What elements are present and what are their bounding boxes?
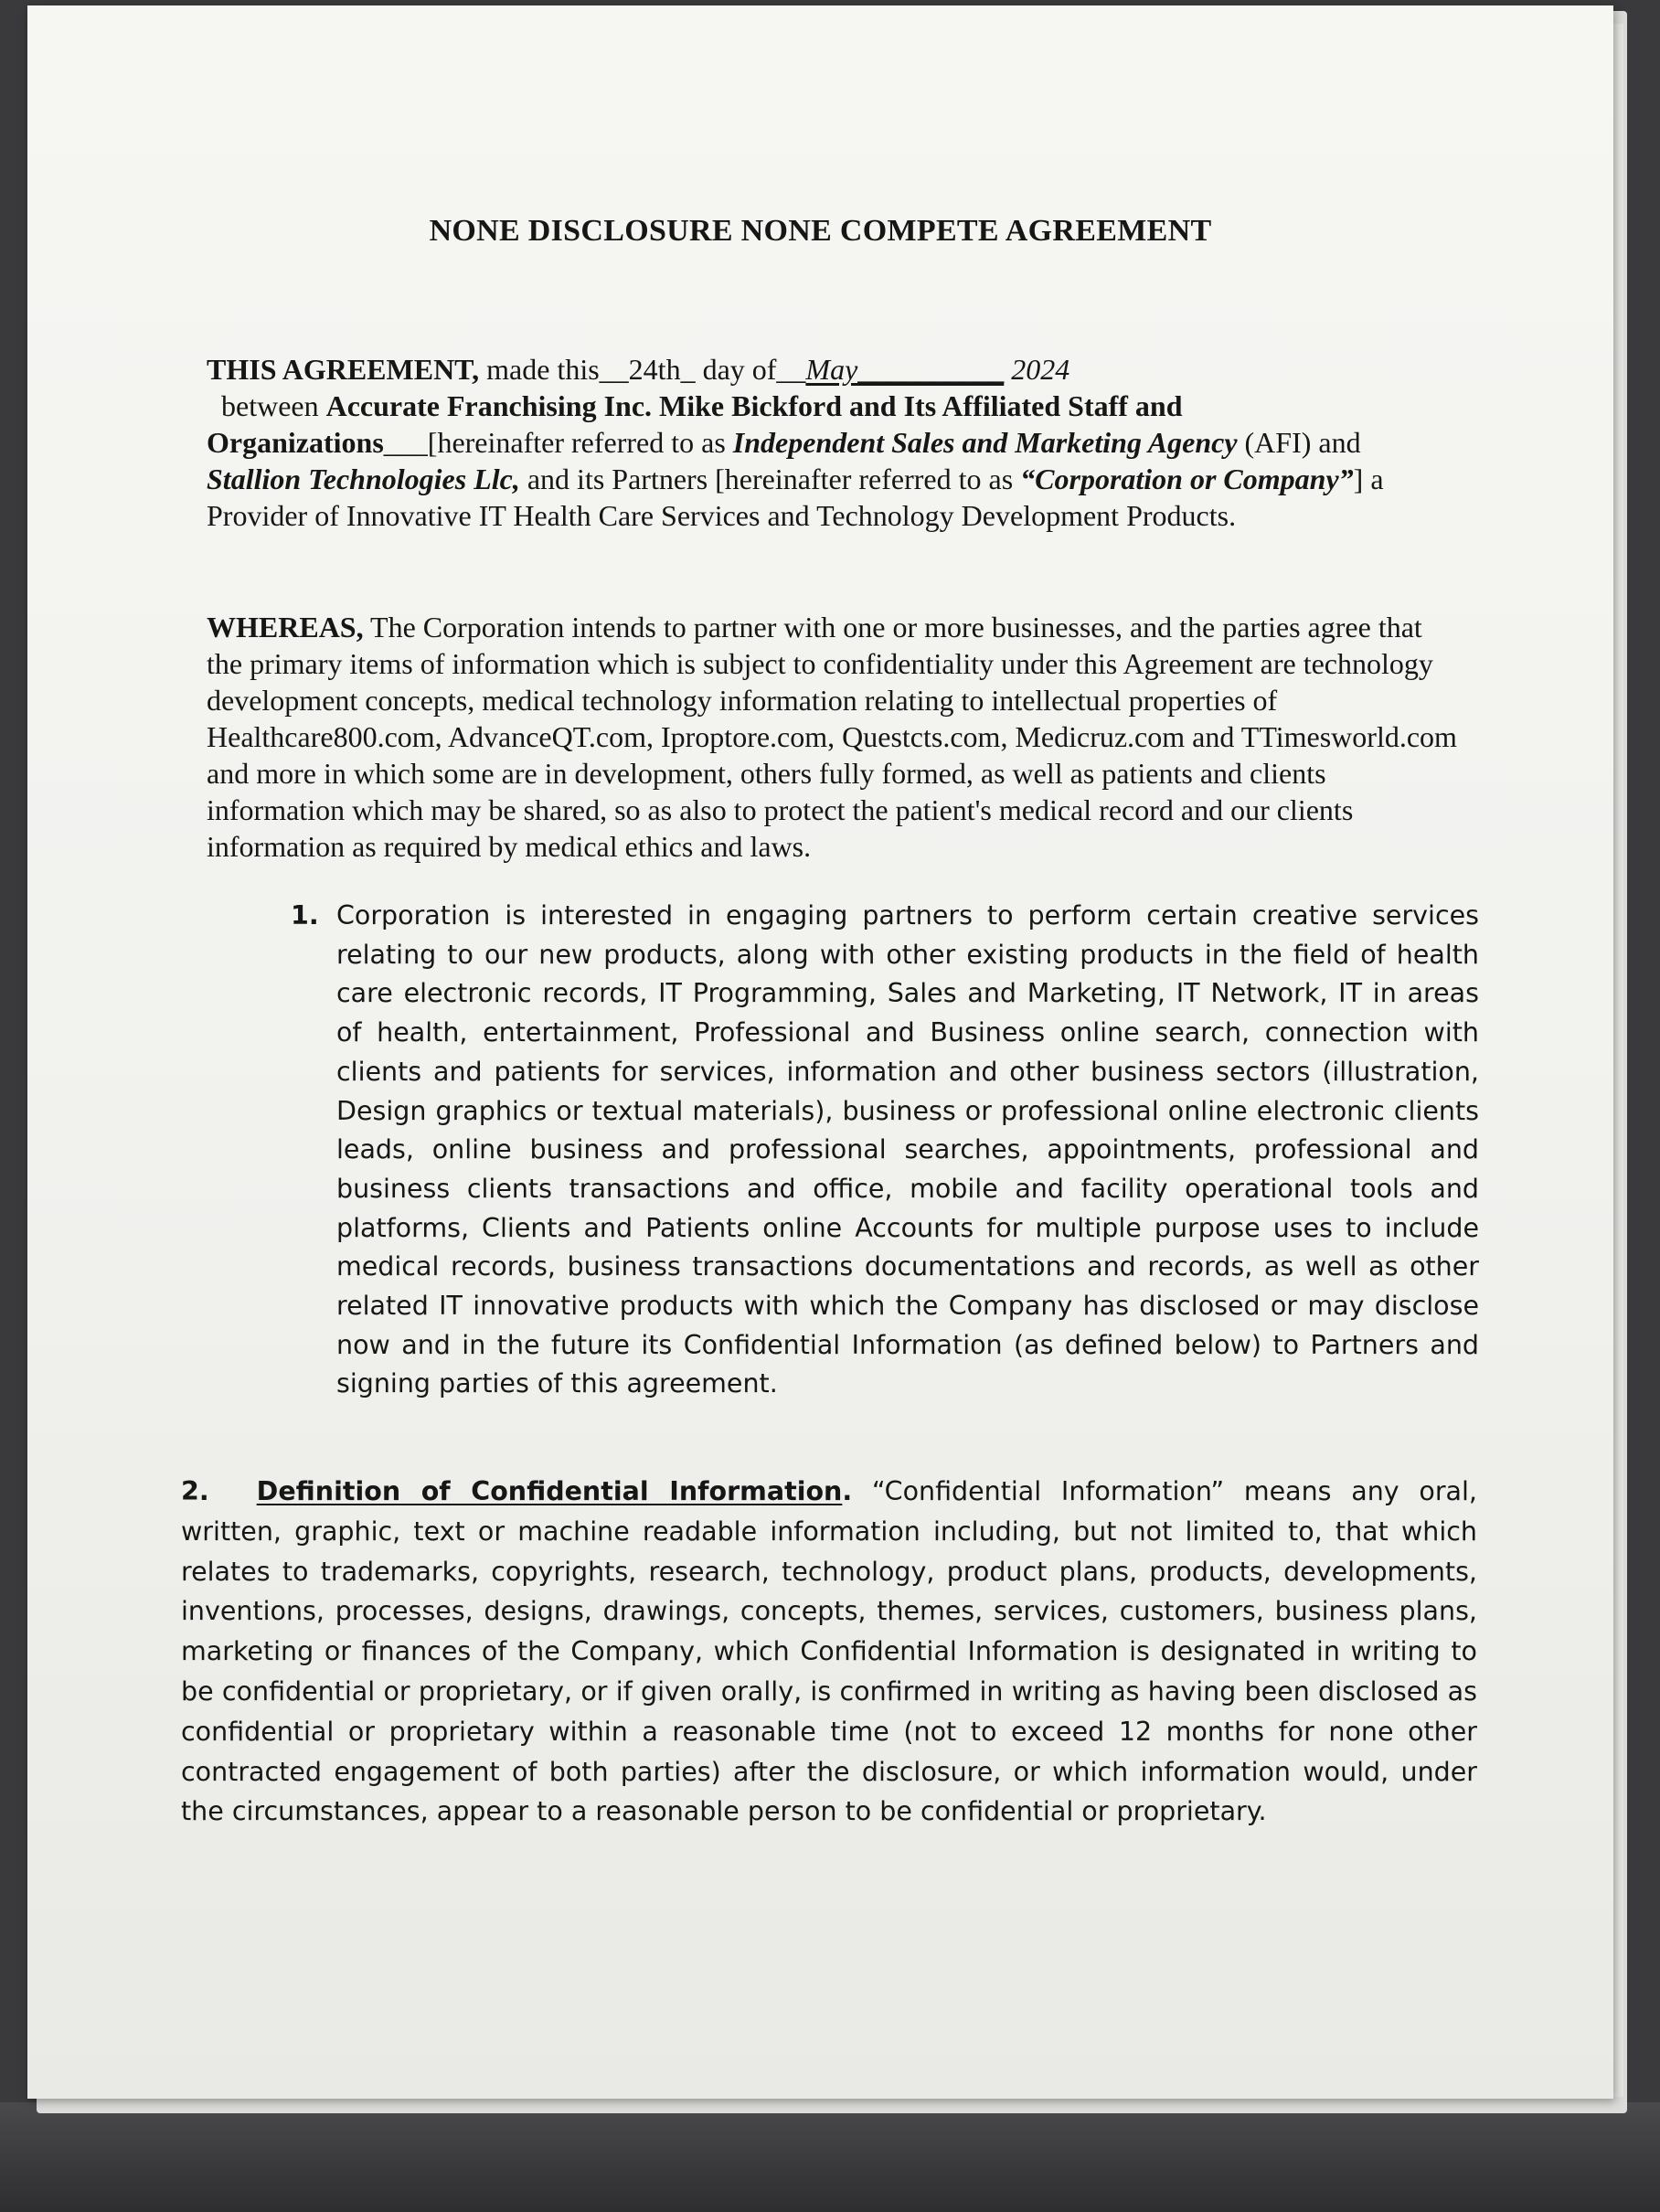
whereas-text: The Corporation intends to partner with one or more businesses, and the parties agree that the primary items of information which is subject to confidentiality under this Agreement are technology development concepts, medical technology information relating to intellectual properties of Healthcare800.com, AdvanceQT.com, Iproptore.com, Questcts.com, Medicruz.com and TTimesworld.com and more in which some are in development, others fully formed, as well as patients and clients information which may be shared, so as also to protect the patient's medical record and our clients information as required by medical ethics and laws. bbox=[207, 611, 1457, 863]
intro-made-this: made this__ bbox=[479, 353, 629, 386]
intro-year: 2024 bbox=[1004, 353, 1070, 386]
intro-party2: Stallion Technologies Llc, bbox=[207, 463, 520, 495]
intro-day: 24th bbox=[628, 353, 681, 386]
intro-party1-alias: Independent Sales and Marketing Agency bbox=[732, 426, 1238, 459]
desk-background bbox=[0, 2102, 1660, 2212]
document-page bbox=[27, 5, 1613, 2099]
whereas-clause bbox=[207, 609, 1459, 865]
clause-1-number: 1. bbox=[291, 900, 319, 931]
intro-and: and bbox=[1311, 426, 1361, 459]
intro-party1-abbr: (AFI) bbox=[1237, 426, 1312, 459]
document-title: NONE DISCLOSURE NONE COMPETE AGREEMENT bbox=[429, 214, 1212, 248]
clause-2-heading-end: . bbox=[842, 1476, 853, 1506]
intro-closing: ] a Provider of Innovative IT Health Care Services and Technology Development Products. bbox=[207, 463, 1384, 532]
intro-lead: THIS AGREEMENT, bbox=[207, 353, 480, 386]
clause-2-text: “Confidential Information” means any oral, written, graphic, text or machine readable information including, but not limited to, that which relates to trademarks, copyrights, research, technology, product plans, products, developments, inventions, processes, designs, drawings, concepts, themes, services, customers, business plans, marketing or finances of the Company, which Confidential Information is designated in writing to be confidential or proprietary, or if given orally, is confirmed in writing as having been disclosed as confidential or proprietary within a reasonable time (not to exceed 12 months for none other contracted engagement of both parties) after the disclosure, or which information would, under the circumstances, appear to a reasonable person to be confidential or proprietary. bbox=[181, 1476, 1477, 1827]
intro-between: between bbox=[221, 389, 326, 422]
intro-party1: Accurate Franchising Inc. Mike Bickford and Its Affiliated Staff and Organizations bbox=[207, 389, 1183, 459]
intro-blank1: ___ bbox=[383, 426, 428, 459]
intro-day-of: _ day of__ bbox=[680, 353, 806, 386]
whereas-lead: WHEREAS, bbox=[207, 611, 364, 643]
intro-referred1: [hereinafter referred to as bbox=[427, 426, 733, 459]
clause-2-number: 2. bbox=[181, 1476, 209, 1506]
intro-month: May__________ bbox=[805, 353, 1005, 386]
clause-1-text: Corporation is interested in engaging partners to perform certain creative services relating to our new products, along with other existing products in the field of health care electronic records, IT Programming, Sales and Marketing, IT Network, IT in areas of health, entertainment, Professional and Business online search, connection with clients and patients for services, information and other business sectors (illustration, Design graphics or textual materials), business or professional online electronic clients leads, online business and professional searches, appointments, professional and business clients transactions and office, mobile and facility operational tools and platforms, Clients and Patients online Accounts for multiple purpose uses to include medical records, business transactions documentations and records, as well as other related IT innovative products with which the Company has disclosed or may disclose now and in the future its Confidential Information (as defined below) to Partners and signing parties of this agreement. bbox=[336, 900, 1479, 1399]
intro-referred2: and its Partners [hereinafter referred to as bbox=[519, 463, 1021, 495]
intro-party2-alias: “Corporation or Company” bbox=[1020, 463, 1354, 495]
clause-2-heading: Definition of Confidential Information bbox=[256, 1476, 843, 1506]
clause-1 bbox=[291, 897, 1479, 1404]
agreement-intro bbox=[207, 351, 1459, 534]
clause-2 bbox=[181, 1472, 1477, 1832]
